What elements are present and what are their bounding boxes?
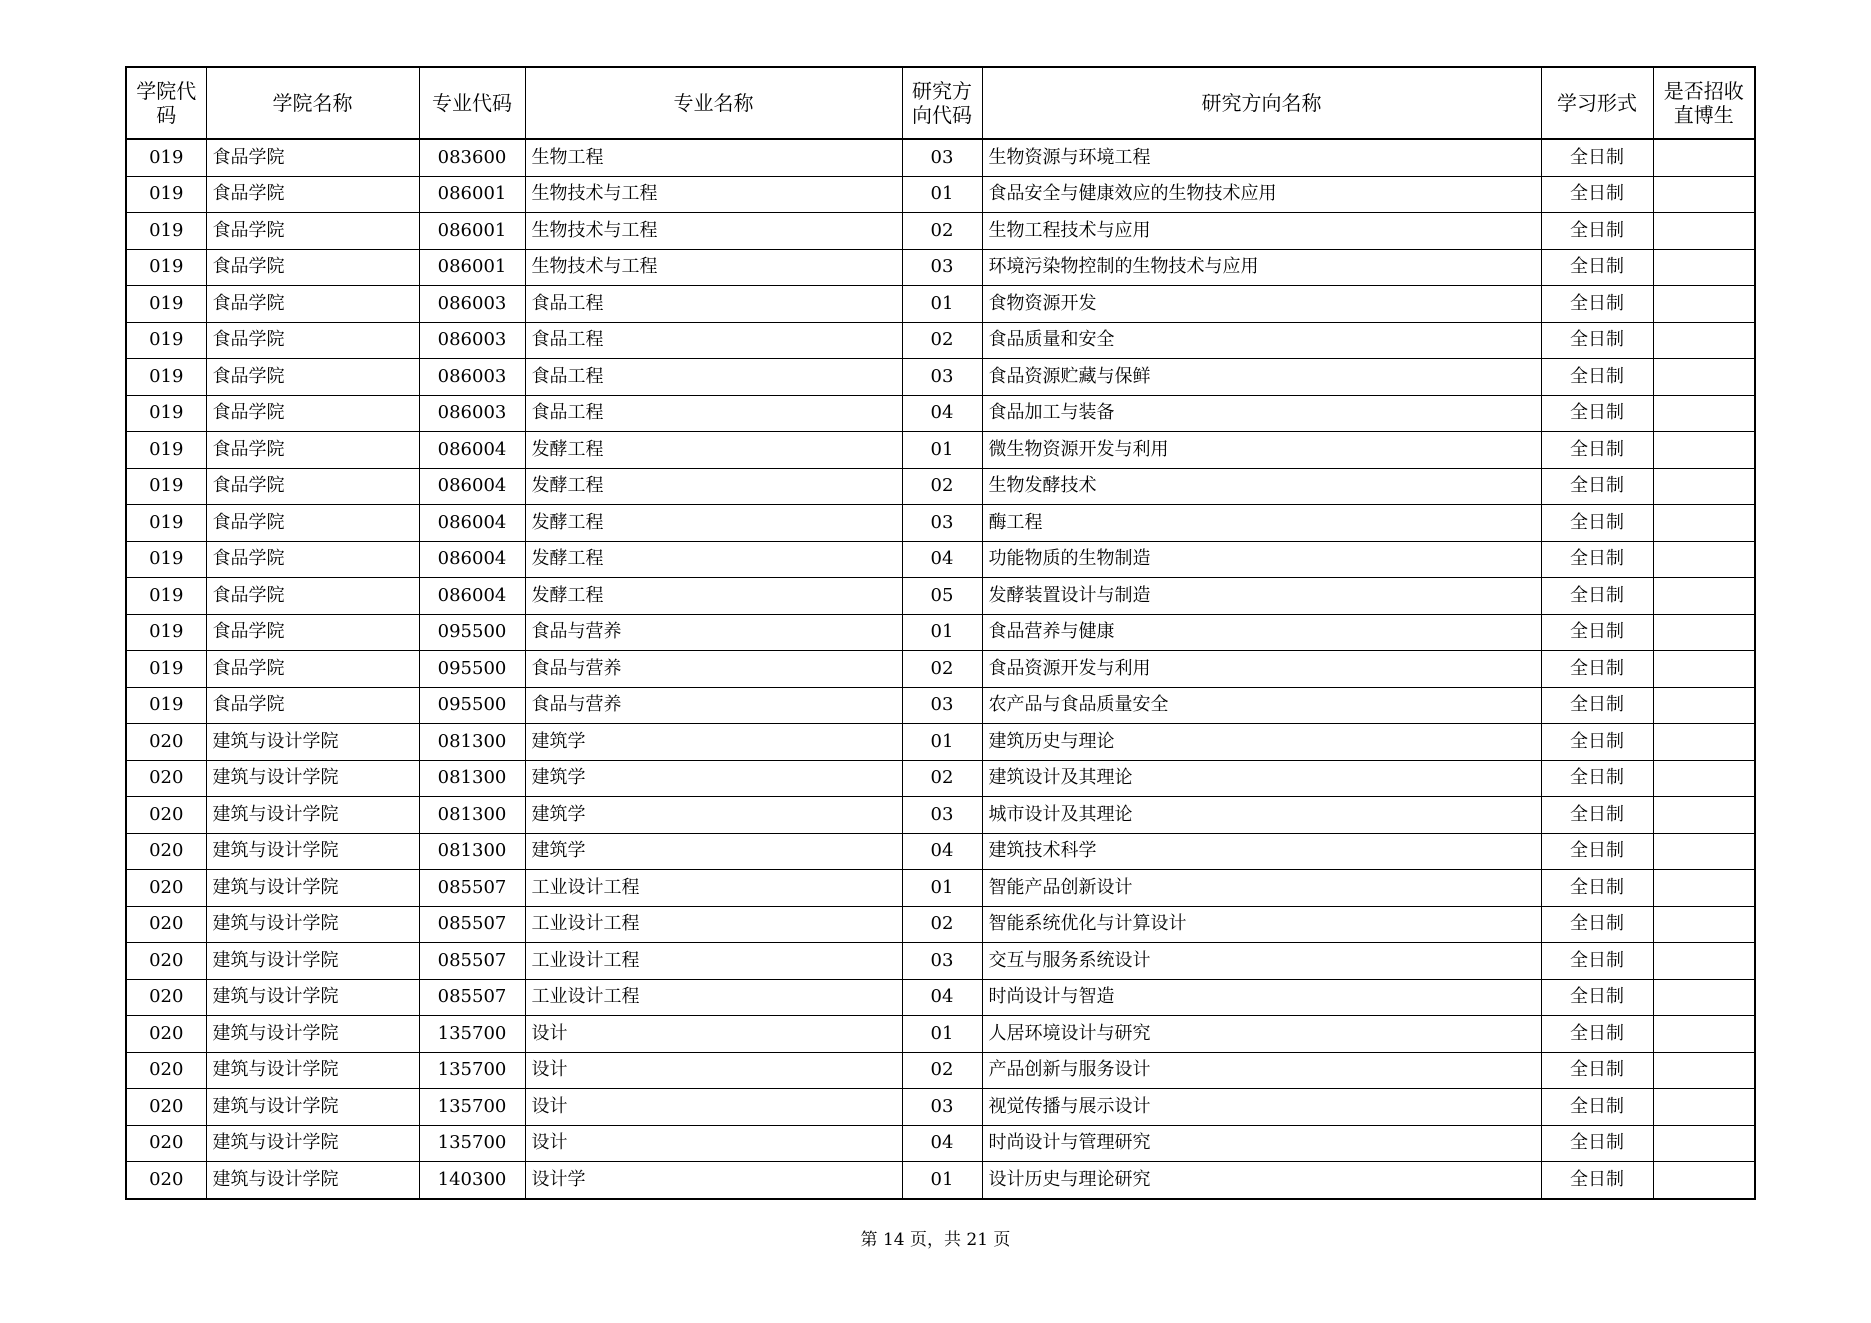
direct-phd-cell	[1653, 760, 1755, 797]
study-mode-cell: 全日制	[1541, 249, 1653, 286]
study-mode-cell: 全日制	[1541, 1162, 1653, 1199]
major-name-cell: 建筑学	[525, 797, 902, 834]
table-row	[126, 541, 1755, 578]
table-row	[126, 979, 1755, 1016]
college-name-cell: 建筑与设计学院	[206, 943, 419, 980]
direction-code-cell: 02	[902, 760, 982, 797]
direction-code-cell: 03	[902, 505, 982, 542]
direction-name-cell: 设计历史与理论研究	[982, 1162, 1541, 1199]
direction-code-cell: 04	[902, 1125, 982, 1162]
direct-phd-cell	[1653, 979, 1755, 1016]
major-name-cell: 设计	[525, 1125, 902, 1162]
direction-code-cell: 01	[902, 176, 982, 213]
college-name-cell: 食品学院	[206, 395, 419, 432]
direct-phd-cell	[1653, 286, 1755, 323]
college-code-cell: 019	[126, 176, 206, 213]
college-code-cell: 019	[126, 322, 206, 359]
study-mode-cell: 全日制	[1541, 833, 1653, 870]
direction-name-cell: 时尚设计与智造	[982, 979, 1541, 1016]
major-name-cell: 食品与营养	[525, 651, 902, 688]
direction-code-cell: 02	[902, 468, 982, 505]
major-code-cell: 086001	[419, 249, 525, 286]
table-row	[126, 687, 1755, 724]
study-mode-cell: 全日制	[1541, 943, 1653, 980]
direction-code-cell: 03	[902, 139, 982, 176]
college-code-cell: 020	[126, 1125, 206, 1162]
page-number: 第 14 页，共 21 页	[860, 1230, 1011, 1250]
major-name-cell: 建筑学	[525, 833, 902, 870]
major-code-cell: 140300	[419, 1162, 525, 1199]
direct-phd-cell	[1653, 833, 1755, 870]
college-name-cell: 建筑与设计学院	[206, 1162, 419, 1199]
direction-code-cell: 01	[902, 870, 982, 907]
college-name-cell: 食品学院	[206, 505, 419, 542]
direct-phd-cell	[1653, 541, 1755, 578]
direction-code-cell: 02	[902, 906, 982, 943]
study-mode-cell: 全日制	[1541, 578, 1653, 615]
study-mode-cell: 全日制	[1541, 286, 1653, 323]
direction-name-cell: 建筑历史与理论	[982, 724, 1541, 761]
college-code-cell: 020	[126, 906, 206, 943]
table-row	[126, 870, 1755, 907]
table-row	[126, 505, 1755, 542]
college-name-cell: 建筑与设计学院	[206, 1125, 419, 1162]
major-name-cell: 工业设计工程	[525, 870, 902, 907]
direct-phd-cell	[1653, 906, 1755, 943]
direction-name-cell: 微生物资源开发与利用	[982, 432, 1541, 469]
major-name-cell: 设计	[525, 1052, 902, 1089]
study-mode-cell: 全日制	[1541, 432, 1653, 469]
direction-name-cell: 环境污染物控制的生物技术与应用	[982, 249, 1541, 286]
direct-phd-cell	[1653, 651, 1755, 688]
major-name-cell: 食品与营养	[525, 687, 902, 724]
major-code-cell: 095500	[419, 687, 525, 724]
direction-name-cell: 生物发酵技术	[982, 468, 1541, 505]
major-code-cell: 081300	[419, 724, 525, 761]
college-name-cell: 食品学院	[206, 541, 419, 578]
major-name-cell: 建筑学	[525, 724, 902, 761]
table-row	[126, 213, 1755, 250]
major-name-cell: 食品与营养	[525, 614, 902, 651]
college-name-cell: 建筑与设计学院	[206, 1016, 419, 1053]
college-name-cell: 食品学院	[206, 176, 419, 213]
direction-name-cell: 人居环境设计与研究	[982, 1016, 1541, 1053]
direction-code-cell: 03	[902, 1089, 982, 1126]
table-row	[126, 139, 1755, 176]
college-name-cell: 食品学院	[206, 249, 419, 286]
direct-phd-cell	[1653, 176, 1755, 213]
direct-phd-cell	[1653, 1016, 1755, 1053]
major-name-cell: 发酵工程	[525, 541, 902, 578]
direction-name-cell: 生物工程技术与应用	[982, 213, 1541, 250]
study-mode-cell: 全日制	[1541, 213, 1653, 250]
direction-name-cell: 食品加工与装备	[982, 395, 1541, 432]
direct-phd-header: 是否招收直博生	[1653, 67, 1755, 139]
major-code-cell: 083600	[419, 139, 525, 176]
program-table-container	[125, 66, 1754, 1200]
direction-code-cell: 04	[902, 395, 982, 432]
study-mode-cell: 全日制	[1541, 359, 1653, 396]
college-name-cell: 食品学院	[206, 614, 419, 651]
table-row	[126, 468, 1755, 505]
direct-phd-cell	[1653, 870, 1755, 907]
college-code-cell: 020	[126, 797, 206, 834]
college-code-cell: 019	[126, 359, 206, 396]
major-name-cell: 设计	[525, 1016, 902, 1053]
college-name-cell: 建筑与设计学院	[206, 906, 419, 943]
direct-phd-cell	[1653, 797, 1755, 834]
table-row	[126, 322, 1755, 359]
college-name-cell: 食品学院	[206, 359, 419, 396]
college-code-cell: 019	[126, 651, 206, 688]
direction-code-cell: 03	[902, 249, 982, 286]
major-name-cell: 设计学	[525, 1162, 902, 1199]
college-code-cell: 019	[126, 432, 206, 469]
direction-name-cell: 智能产品创新设计	[982, 870, 1541, 907]
study-mode-cell: 全日制	[1541, 687, 1653, 724]
study-mode-cell: 全日制	[1541, 505, 1653, 542]
table-row	[126, 1089, 1755, 1126]
major-code-cell: 095500	[419, 651, 525, 688]
study-mode-cell: 全日制	[1541, 1016, 1653, 1053]
direction-name-cell: 发酵装置设计与制造	[982, 578, 1541, 615]
direction-name-cell: 食品质量和安全	[982, 322, 1541, 359]
direct-phd-cell	[1653, 213, 1755, 250]
college-name-cell: 食品学院	[206, 213, 419, 250]
major-code-cell: 135700	[419, 1016, 525, 1053]
study-mode-cell: 全日制	[1541, 176, 1653, 213]
college-code-cell: 019	[126, 614, 206, 651]
major-name-cell: 发酵工程	[525, 578, 902, 615]
direction-name-cell: 食品营养与健康	[982, 614, 1541, 651]
direction-name-cell: 交互与服务系统设计	[982, 943, 1541, 980]
table-row	[126, 1125, 1755, 1162]
study-mode-cell: 全日制	[1541, 1052, 1653, 1089]
table-row	[126, 833, 1755, 870]
major-code-cell: 086003	[419, 395, 525, 432]
major-code-cell: 085507	[419, 870, 525, 907]
major-name-cell: 发酵工程	[525, 432, 902, 469]
direction-code-cell: 04	[902, 979, 982, 1016]
direction-name-cell: 功能物质的生物制造	[982, 541, 1541, 578]
college-name-cell: 食品学院	[206, 468, 419, 505]
direction-code-cell: 05	[902, 578, 982, 615]
table-row	[126, 651, 1755, 688]
major-code-cell: 086004	[419, 468, 525, 505]
table-row	[126, 1052, 1755, 1089]
study-mode-cell: 全日制	[1541, 395, 1653, 432]
direction-code-cell: 01	[902, 286, 982, 323]
table-row	[126, 943, 1755, 980]
college-name-cell: 食品学院	[206, 139, 419, 176]
table-row	[126, 906, 1755, 943]
study-mode-cell: 全日制	[1541, 322, 1653, 359]
college-code-cell: 019	[126, 213, 206, 250]
direction-code-cell: 02	[902, 213, 982, 250]
major-code-cell: 086003	[419, 286, 525, 323]
major-name-cell: 建筑学	[525, 760, 902, 797]
college-code-cell: 020	[126, 1089, 206, 1126]
study-mode-cell: 全日制	[1541, 1089, 1653, 1126]
direction-name-cell: 食品资源贮藏与保鲜	[982, 359, 1541, 396]
direct-phd-cell	[1653, 359, 1755, 396]
direct-phd-cell	[1653, 432, 1755, 469]
major-name-cell: 食品工程	[525, 286, 902, 323]
study-mode-cell: 全日制	[1541, 906, 1653, 943]
college-name-cell: 食品学院	[206, 687, 419, 724]
direction-code-cell: 02	[902, 322, 982, 359]
major-code-cell: 086004	[419, 578, 525, 615]
major-code-cell: 081300	[419, 833, 525, 870]
college-code-cell: 020	[126, 760, 206, 797]
direction-name-cell: 城市设计及其理论	[982, 797, 1541, 834]
table-row	[126, 286, 1755, 323]
direction-code-cell: 01	[902, 432, 982, 469]
major-name-cell: 食品工程	[525, 395, 902, 432]
study-mode-cell: 全日制	[1541, 979, 1653, 1016]
college-name-cell: 建筑与设计学院	[206, 724, 419, 761]
college-code-header: 学院代码	[126, 67, 206, 139]
college-code-cell: 019	[126, 468, 206, 505]
study-mode-cell: 全日制	[1541, 724, 1653, 761]
direction-name-cell: 建筑技术科学	[982, 833, 1541, 870]
direction-name-cell: 食品安全与健康效应的生物技术应用	[982, 176, 1541, 213]
college-code-cell: 019	[126, 139, 206, 176]
table-row	[126, 760, 1755, 797]
direction-name-cell: 农产品与食品质量安全	[982, 687, 1541, 724]
major-name-cell: 食品工程	[525, 322, 902, 359]
college-code-cell: 019	[126, 249, 206, 286]
major-code-header: 专业代码	[419, 67, 525, 139]
direct-phd-cell	[1653, 249, 1755, 286]
direction-code-cell: 01	[902, 1162, 982, 1199]
direction-name-cell: 生物资源与环境工程	[982, 139, 1541, 176]
college-name-cell: 建筑与设计学院	[206, 1052, 419, 1089]
major-name-cell: 生物技术与工程	[525, 176, 902, 213]
major-code-cell: 095500	[419, 614, 525, 651]
college-code-cell: 019	[126, 505, 206, 542]
direct-phd-cell	[1653, 1125, 1755, 1162]
direct-phd-cell	[1653, 687, 1755, 724]
major-code-cell: 081300	[419, 760, 525, 797]
college-name-cell: 建筑与设计学院	[206, 870, 419, 907]
study-mode-cell: 全日制	[1541, 760, 1653, 797]
direction-code-cell: 03	[902, 687, 982, 724]
study-mode-cell: 全日制	[1541, 870, 1653, 907]
college-name-cell: 食品学院	[206, 432, 419, 469]
major-code-cell: 086004	[419, 432, 525, 469]
direction-code-cell: 02	[902, 651, 982, 688]
college-code-cell: 019	[126, 578, 206, 615]
major-code-cell: 135700	[419, 1052, 525, 1089]
study-mode-cell: 全日制	[1541, 614, 1653, 651]
direct-phd-cell	[1653, 1052, 1755, 1089]
major-code-cell: 086001	[419, 213, 525, 250]
table-row	[126, 578, 1755, 615]
major-code-cell: 085507	[419, 906, 525, 943]
major-name-cell: 发酵工程	[525, 505, 902, 542]
major-name-cell: 食品工程	[525, 359, 902, 396]
direction-name-cell: 视觉传播与展示设计	[982, 1089, 1541, 1126]
major-name-cell: 工业设计工程	[525, 979, 902, 1016]
college-code-cell: 020	[126, 870, 206, 907]
table-row	[126, 1162, 1755, 1199]
major-code-cell: 085507	[419, 979, 525, 1016]
college-name-cell: 食品学院	[206, 286, 419, 323]
major-code-cell: 086003	[419, 322, 525, 359]
college-code-cell: 019	[126, 687, 206, 724]
direct-phd-cell	[1653, 468, 1755, 505]
college-name-cell: 建筑与设计学院	[206, 760, 419, 797]
direction-code-cell: 01	[902, 614, 982, 651]
college-code-cell: 020	[126, 724, 206, 761]
study-mode-cell: 全日制	[1541, 139, 1653, 176]
table-header-row	[126, 67, 1755, 139]
table-row	[126, 1016, 1755, 1053]
direction-code-cell: 03	[902, 797, 982, 834]
direct-phd-cell	[1653, 395, 1755, 432]
direction-name-cell: 食品资源开发与利用	[982, 651, 1541, 688]
college-code-cell: 020	[126, 833, 206, 870]
direct-phd-cell	[1653, 505, 1755, 542]
program-table	[125, 66, 1756, 1200]
major-code-cell: 086004	[419, 505, 525, 542]
major-name-cell: 工业设计工程	[525, 906, 902, 943]
direct-phd-cell	[1653, 578, 1755, 615]
college-name-cell: 食品学院	[206, 322, 419, 359]
major-code-cell: 086004	[419, 541, 525, 578]
major-name-cell: 工业设计工程	[525, 943, 902, 980]
direction-name-cell: 食物资源开发	[982, 286, 1541, 323]
college-code-cell: 020	[126, 1052, 206, 1089]
table-row	[126, 359, 1755, 396]
table-row	[126, 797, 1755, 834]
college-name-header: 学院名称	[206, 67, 419, 139]
major-code-cell: 085507	[419, 943, 525, 980]
direction-code-cell: 02	[902, 1052, 982, 1089]
college-name-cell: 食品学院	[206, 578, 419, 615]
table-row	[126, 249, 1755, 286]
study-mode-cell: 全日制	[1541, 1125, 1653, 1162]
direct-phd-cell	[1653, 139, 1755, 176]
table-row	[126, 432, 1755, 469]
table-body	[126, 139, 1755, 1199]
study-mode-header: 学习形式	[1541, 67, 1653, 139]
major-code-cell: 081300	[419, 797, 525, 834]
table-row	[126, 176, 1755, 213]
college-name-cell: 建筑与设计学院	[206, 1089, 419, 1126]
major-name-cell: 生物技术与工程	[525, 213, 902, 250]
direction-code-cell: 03	[902, 359, 982, 396]
major-name-cell: 设计	[525, 1089, 902, 1126]
direction-name-cell: 建筑设计及其理论	[982, 760, 1541, 797]
college-code-cell: 020	[126, 979, 206, 1016]
major-code-cell: 086003	[419, 359, 525, 396]
table-row	[126, 614, 1755, 651]
direction-name-cell: 时尚设计与管理研究	[982, 1125, 1541, 1162]
major-name-header: 专业名称	[525, 67, 902, 139]
college-code-cell: 019	[126, 395, 206, 432]
college-name-cell: 建筑与设计学院	[206, 797, 419, 834]
direction-code-cell: 01	[902, 1016, 982, 1053]
direction-code-cell: 04	[902, 833, 982, 870]
college-code-cell: 020	[126, 1162, 206, 1199]
college-code-cell: 019	[126, 286, 206, 323]
direction-name-header: 研究方向名称	[982, 67, 1541, 139]
college-name-cell: 食品学院	[206, 651, 419, 688]
study-mode-cell: 全日制	[1541, 651, 1653, 688]
direct-phd-cell	[1653, 322, 1755, 359]
table-row	[126, 395, 1755, 432]
major-code-cell: 086001	[419, 176, 525, 213]
college-code-cell: 020	[126, 1016, 206, 1053]
major-code-cell: 135700	[419, 1089, 525, 1126]
study-mode-cell: 全日制	[1541, 468, 1653, 505]
direction-code-cell: 03	[902, 943, 982, 980]
direction-name-cell: 智能系统优化与计算设计	[982, 906, 1541, 943]
direct-phd-cell	[1653, 1162, 1755, 1199]
direct-phd-cell	[1653, 943, 1755, 980]
major-code-cell: 135700	[419, 1125, 525, 1162]
major-name-cell: 发酵工程	[525, 468, 902, 505]
direction-name-cell: 酶工程	[982, 505, 1541, 542]
college-name-cell: 建筑与设计学院	[206, 833, 419, 870]
college-code-cell: 020	[126, 943, 206, 980]
direction-code-header: 研究方向代码	[902, 67, 982, 139]
study-mode-cell: 全日制	[1541, 541, 1653, 578]
direction-name-cell: 产品创新与服务设计	[982, 1052, 1541, 1089]
major-name-cell: 生物技术与工程	[525, 249, 902, 286]
direction-code-cell: 01	[902, 724, 982, 761]
college-code-cell: 019	[126, 541, 206, 578]
study-mode-cell: 全日制	[1541, 797, 1653, 834]
direct-phd-cell	[1653, 1089, 1755, 1126]
direct-phd-cell	[1653, 614, 1755, 651]
college-name-cell: 建筑与设计学院	[206, 979, 419, 1016]
major-name-cell: 生物工程	[525, 139, 902, 176]
direction-code-cell: 04	[902, 541, 982, 578]
direct-phd-cell	[1653, 724, 1755, 761]
table-row	[126, 724, 1755, 761]
